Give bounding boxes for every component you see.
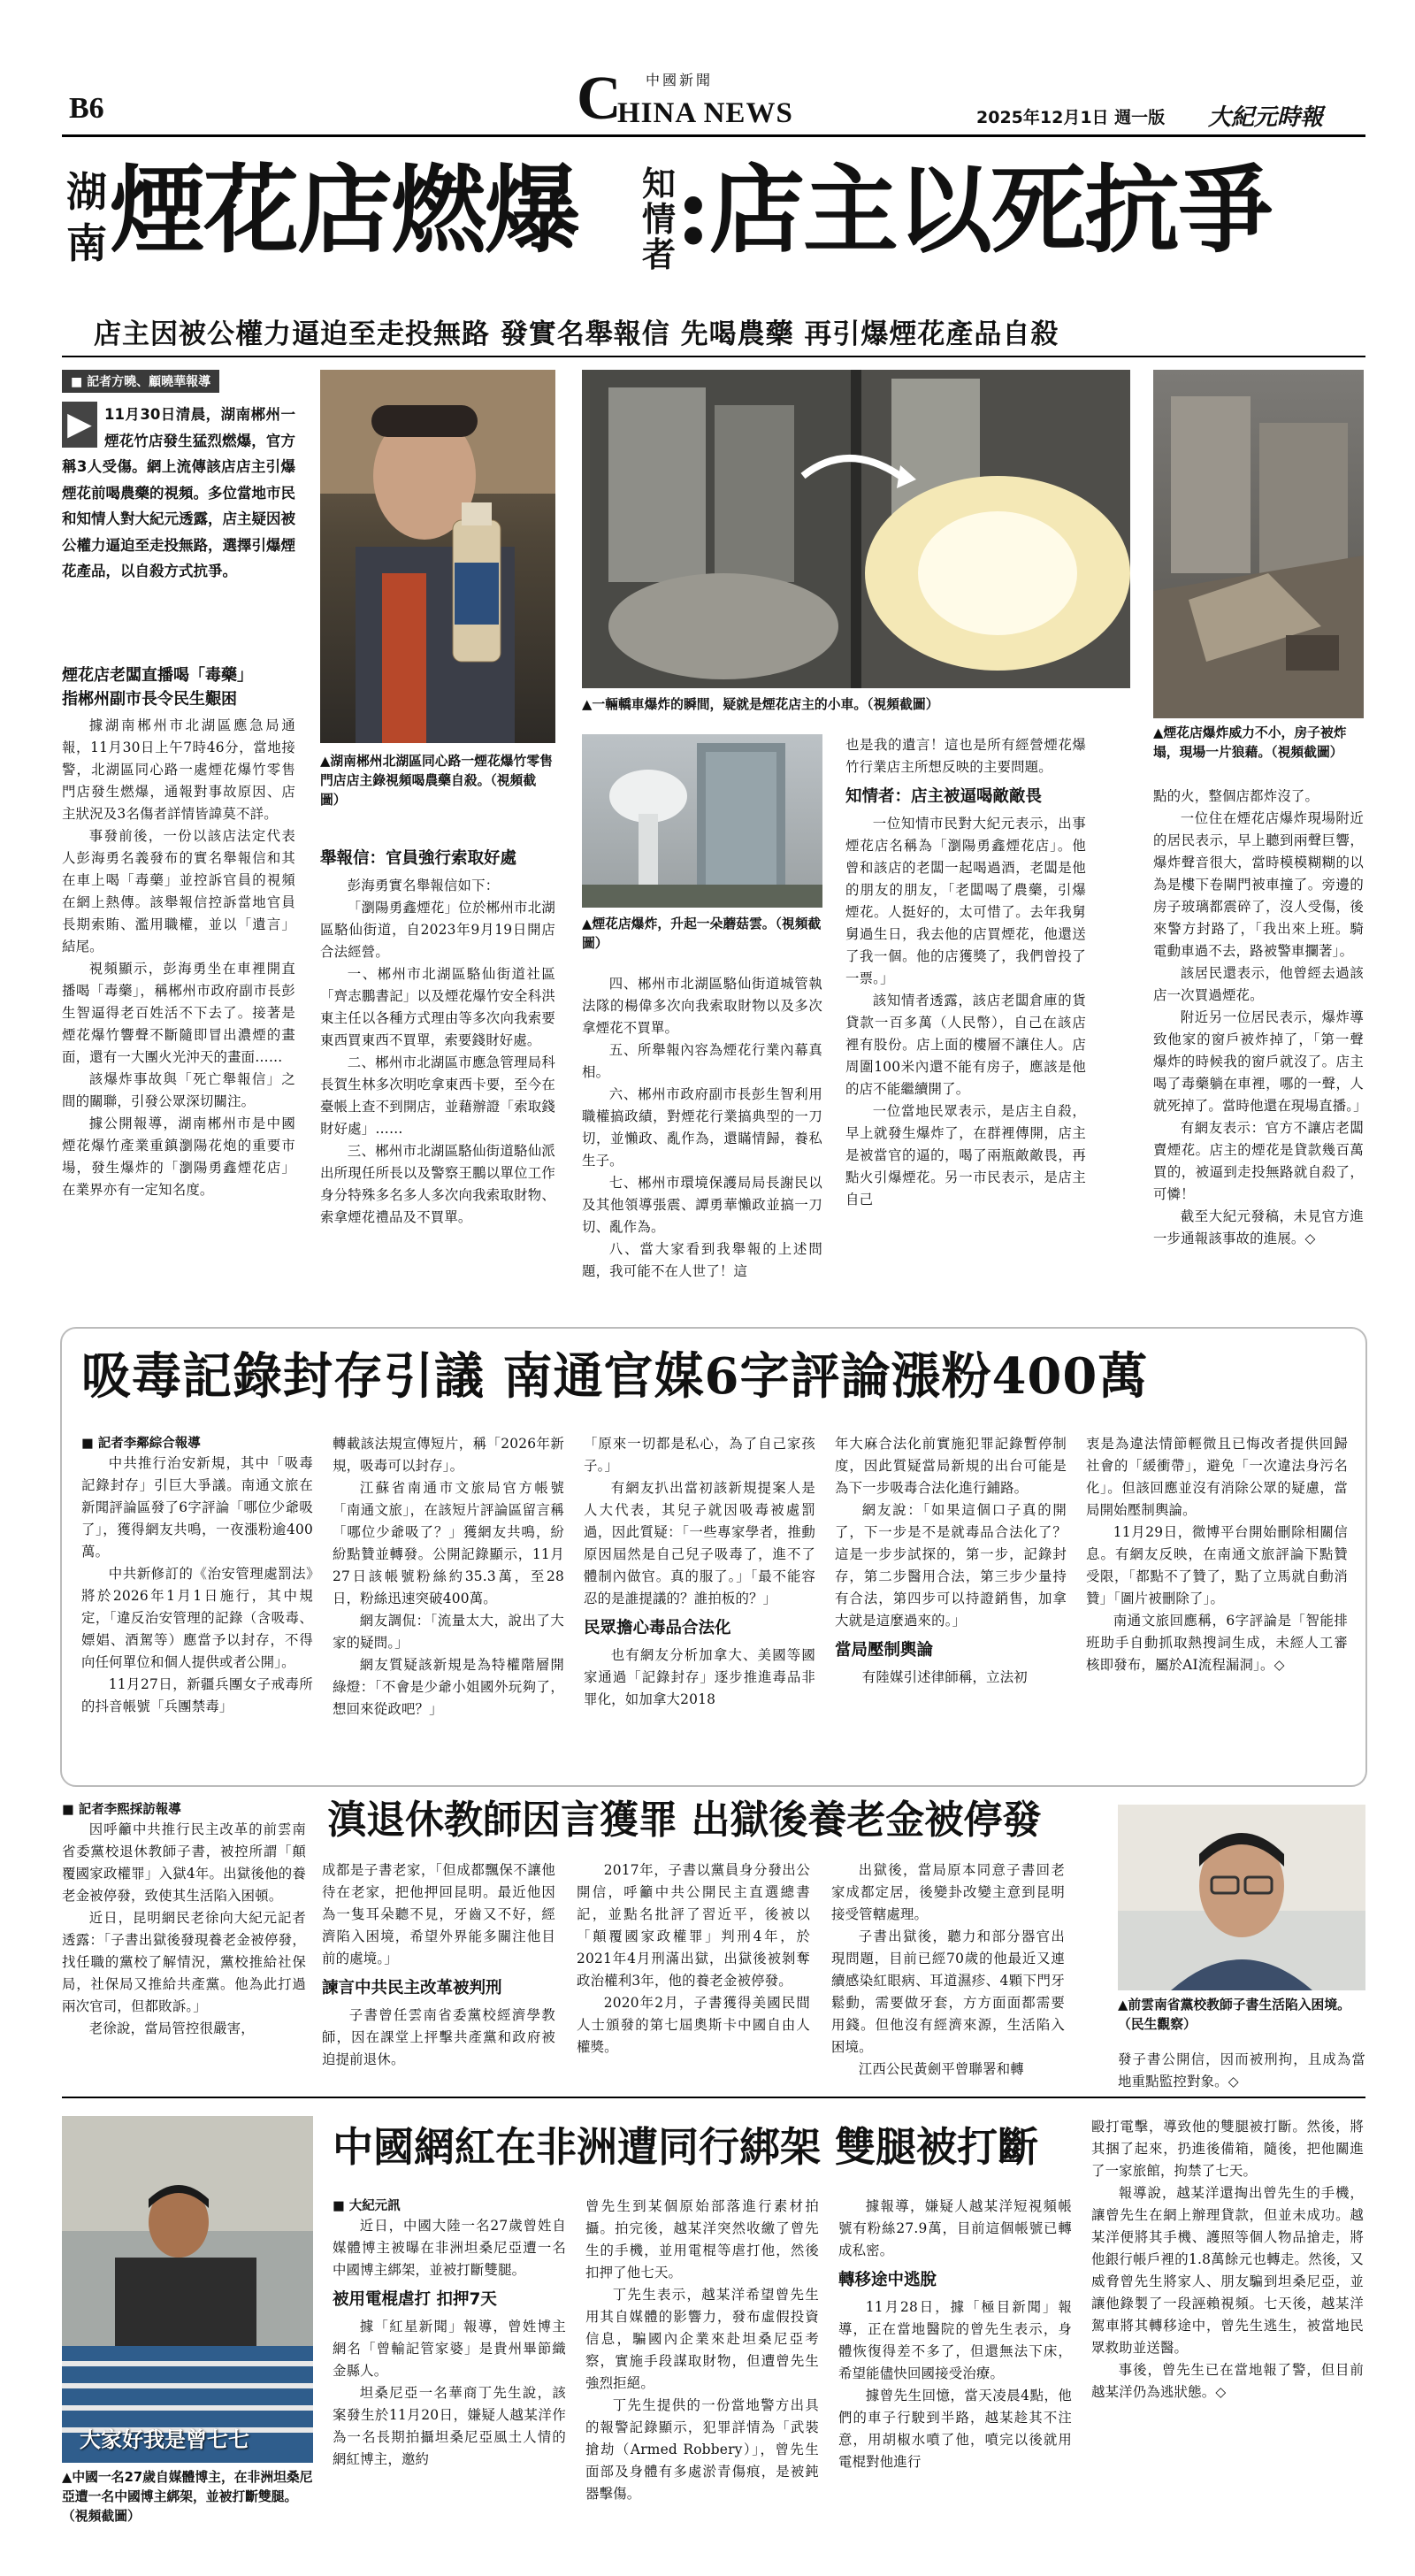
paragraph: 據湖南郴州市北湖區應急局通報，11月30日上午7時46分，當地接警，北湖區同心路一處煙花爆竹零售門店發生燃爆，通報對事故原因、店主狀況及3名傷者詳情皆諱莫不詳。 bbox=[62, 717, 295, 822]
article-headline: 滇退休教師因言獲罪 出獄後養老金被停發 bbox=[327, 1798, 1042, 1843]
headline-kicker: 知 情 者 bbox=[641, 164, 676, 274]
paragraph: 子書曾任雲南省委黨校經濟學教師，因在課堂上抨擊共產黨和政府被迫提前退休。 bbox=[322, 2007, 555, 2067]
headline-colon: : bbox=[676, 155, 709, 266]
paragraph: 七、郴州市環境保護局局長謝民以及其他領導張震、譚勇華懶政並搞一刀切、亂作為。 bbox=[582, 1175, 822, 1235]
paragraph: 網友說：「如果這個口子真的開了，下一步是不是就毒品合法化了？這是一步步試探的，第一步，記錄封存，第二步醫用合法，第三步少量持有合法，第四步可以持證銷售，加拿大就是這麼過來的。」 bbox=[835, 1502, 1067, 1629]
article-column bbox=[838, 2196, 1072, 2473]
paragraph: 南通文旅回應稱，6字評論是「智能排班助手自動抓取熱搜詞生成，未經人工審核即發布，屬於AI流程漏洞」。◇ bbox=[1086, 1613, 1348, 1673]
paragraph: 2020年2月，子書獲得美國民間人士頒發的第七屆奧斯卡中國自由人權獎。 bbox=[577, 1995, 810, 2055]
issue-date: 2025年12月1日 週一版 bbox=[976, 108, 1166, 127]
article-column bbox=[1086, 1433, 1348, 1676]
photo-caption: ▲湖南郴州北湖區同心路一煙花爆竹零售門店店主錄視頻喝農藥自殺。（視頻截圖） bbox=[320, 754, 553, 808]
paragraph: 事後，曾先生已在當地報了警，但目前越某洋仍為逃狀態。◇ bbox=[1091, 2362, 1364, 2400]
paragraph: 二、郴州市北湖區市應急管理局科長賀生林多次明吃拿東西卡要，至今在臺帳上查不到開店，並藉辦證「索取錢財好處」…… bbox=[320, 1054, 555, 1137]
paragraph: 報導說，越某洋還掏出曾先生的手機，讓曾先生在網上辦理貸款，但並未成功。越某洋便將其手機、護照等個人物品搶走，將他銀行帳戶裡的1.8萬餘元也轉走。然後，又威脅曾先生將家人、朋友騙到坦桑尼亞，並讓他錄製了一段誣賴視頻。七天後，越某洋駕車將其轉移途中，曾先生逃生，被當地民眾救助並送醫。 bbox=[1091, 2185, 1364, 2356]
photo-mushroom-cloud bbox=[582, 734, 822, 908]
article-column bbox=[584, 1433, 815, 1711]
article-column bbox=[831, 1859, 1065, 2081]
article-column bbox=[81, 1453, 313, 1718]
photo-car-explosion bbox=[582, 370, 1130, 688]
header-rule bbox=[62, 134, 1365, 137]
photo-shopkeeper bbox=[320, 370, 555, 743]
paragraph: 丁先生提供的一份當地警方出具的報警記錄顯示，犯罪詳情為「武裝搶劫（Armed Robbery）」，曾先生面部及身體有多處淤青傷痕，是被鈍器擊傷。 bbox=[585, 2397, 819, 2502]
section-heading: 民眾擔心毒品合法化 bbox=[584, 1619, 731, 1637]
paragraph: 該爆炸事故與「死亡舉報信」之間的關聯，引發公眾深切關注。 bbox=[62, 1071, 295, 1109]
paragraph: 中共新修訂的《治安管理處罰法》將於2026年1月1日施行，其中規定，「違反治安管理的記錄（含吸毒、嫖娼、酒駕等）應當予以封存，不得向任何單位和個人提供或者公開」。 bbox=[81, 1566, 313, 1670]
section-heading: 當局壓制輿論 bbox=[835, 1641, 934, 1660]
article-column bbox=[585, 2196, 819, 2505]
subhead-rule bbox=[62, 356, 1365, 357]
section-rule bbox=[62, 2097, 1365, 2098]
paragraph: 有陸媒引述律師稱，立法初 bbox=[861, 1669, 1028, 1685]
paragraph: 視頻顯示，彭海勇坐在車裡開直播喝「毒藥」，稱郴州市政府副市長彭生智逼得老百姓活不下去了。接著是煙花爆竹響聲不斷隨即冒出濃煙的畫面，還有一大團火光沖天的畫面…… bbox=[62, 961, 295, 1065]
paragraph: 坦桑尼亞一名華商丁先生說，該案發生於11月20日，嫌疑人越某洋作為一名長期拍攝坦桑尼亞風土人情的網紅博主，邀約 bbox=[333, 2385, 566, 2467]
paragraph: 老徐說，當局管控很嚴害， bbox=[88, 2020, 255, 2036]
paragraph: 一、郴州市北湖區駱仙街道社區「齊志鵬書記」以及煙花爆竹安全科洪東主任以各種方式理由等多次向我索要東西買東西不買單，索要錢財好處。 bbox=[320, 966, 555, 1048]
paragraph: 「原來一切都是私心，為了自己家孩子。」 bbox=[584, 1436, 815, 1474]
article-column bbox=[320, 840, 555, 1229]
paragraph: 轉載該法規宣傳短片，稱「2026年新規，吸毒可以封存」。 bbox=[333, 1436, 564, 1474]
photo-caption: ▲前雲南省黨校教師子書生活陷入困境。（民生觀察） bbox=[1118, 1997, 1350, 2032]
paragraph: 中共推行治安新規，其中「吸毒記錄封存」引巨大爭議。南通文旅在新聞評論區發了6字評論「哪位少爺吸了」，獲得網友共鳴，一夜漲粉逾400萬。 bbox=[81, 1455, 313, 1560]
paragraph: 四、郴州市北湖區駱仙街道城管執法隊的楊偉多次向我索取財物以及多次拿煙花不買單。 bbox=[582, 976, 822, 1036]
photo-caption: ▲煙花店爆炸，升起一朵蘑菇雲。（視頻截圖） bbox=[582, 916, 822, 951]
paragraph: 衷是為違法情節輕微且已悔改者提供回歸社會的「緩衝帶」，避免「一次違法身污名化」。但該回應並沒有消除公眾的疑慮，當局開始壓制輿論。 bbox=[1086, 1436, 1348, 1518]
paragraph: 截至大紀元發稿，未見官方進一步通報該事故的進展。◇ bbox=[1153, 1208, 1364, 1246]
paragraph: 據報導，嫌疑人越某洋短視頻帳號有粉絲27.9萬，目前這個帳號已轉成私密。 bbox=[838, 2198, 1072, 2258]
paragraph: 丁先生表示，越某洋希望曾先生用其自媒體的影響力，發布虛假投資信息，騙國內企業來赴坦桑尼亞考察，實施手段謀取財物，但遭曾先生強烈拒絕。 bbox=[585, 2287, 819, 2391]
article-column bbox=[845, 734, 1086, 1211]
paragraph: 成都是子書老家，「但成都飄保不讓他待在老家，把他押回昆明。最近他因為一隻耳朵聽不見，牙齒又不好，經濟陷入困境，希望外界能多關注他目前的處境。」 bbox=[322, 1862, 555, 1966]
paragraph: 五、所舉報內容為煙花行業內幕真相。 bbox=[582, 1042, 822, 1080]
section-heading: 舉報信：官員強行索取好處 bbox=[320, 849, 517, 868]
headline-part-b: 店主以死抗爭 bbox=[708, 155, 1272, 266]
section-heading: 被用電棍虐打 扣押7天 bbox=[333, 2290, 497, 2309]
article-lead: ▶ 11月30日清晨，湖南郴州一煙花竹店發生猛烈燃爆，官方稱3人受傷。網上流傳該店店主引爆煙花前喝農藥的視頻。多位當地市民和知情人對大紀元透露，店主疑因被公權力逼迫至走投無路，選擇引爆煙花產品，以自殺方式抗爭。 bbox=[62, 402, 295, 585]
paragraph: 發子書公開信，因而被刑拘，且成為當地重點監控對象。◇ bbox=[1118, 2051, 1365, 2089]
paragraph: 六、郴州市政府副市長彭生智利用職權搞政績，對煙花行業搞典型的一刀切，並懶政、亂作為，還瞞情歸，養私生子。 bbox=[582, 1086, 822, 1169]
paragraph: 11月29日，微博平台開始刪除相關信息。有網友反映，在南通文旅評論下點贊受限，「都點不了贊了，點了立馬就自動消贊」「圖片被刪除了」。 bbox=[1086, 1524, 1348, 1606]
article-column bbox=[1091, 2116, 1364, 2404]
section-heading: 轉移途中逃脫 bbox=[838, 2271, 937, 2289]
photo-caption: ▲一輛轎車爆炸的瞬間，疑就是煙花店主的小車。（視頻截圖） bbox=[582, 697, 939, 712]
section-heading: 知情者：店主被逼喝敵敵畏 bbox=[845, 787, 1043, 806]
paragraph: 一位住在煙花店爆炸現場附近的居民表示，早上聽到兩聲巨響，爆炸聲音很大，當時模模糊糊的以為是樓下卷閘門被車撞了。旁邊的房子玻璃都震碎了，沒人受傷，後來警方封路了，「我出來上班。騎電動車過不去，路被警車攔著」。 bbox=[1153, 810, 1364, 959]
photo-caption: ▲中國一名27歲自媒體博主，在非洲坦桑尼亞遭一名中國博主綁架，並被打斷雙腿。（視頻截圖） bbox=[62, 2470, 313, 2524]
paragraph: 近日，昆明網民老徐向大紀元記者透露：「子書出獄後發現養老金被停發，找任職的黨校了解情況，黨校推給社保局，社保局又推給共產黨。他為此打過兩次官司，但都敗訴。」 bbox=[62, 1910, 306, 2014]
photo-blogger-hospital bbox=[62, 2116, 313, 2463]
paragraph: 網友調侃：「流量太大，說出了大家的疑問。」 bbox=[333, 1613, 564, 1651]
paragraph: 11月28日，據「極目新聞」報導，正在當地醫院的曾先生表示，身體恢復得差不多了，但還無法下床，希望能儘快回國接受治療。 bbox=[838, 2299, 1072, 2381]
paragraph: 也是我的遺言！這也是所有經營煙花爆竹行業店主所想反映的主要問題。 bbox=[845, 737, 1086, 775]
paragraph: 年大麻合法化前實施犯罪記錄暫停制度，因此質疑當局新規的出台可能是為下一步吸毒合法化進行鋪路。 bbox=[835, 1436, 1067, 1496]
article-byline: ■ 記者方曉、顧曉華報導 bbox=[62, 370, 219, 393]
paragraph: 出獄後，當局原本同意子書回老家成都定居，後變卦改變主意到昆明接受管轄處理。 bbox=[831, 1862, 1065, 1922]
paragraph: 也有網友分析加拿大、美國等國家通過「記錄封存」逐步推進毒品非罪化，如加拿大2018 bbox=[584, 1647, 815, 1707]
paragraph: 毆打電擊，導致他的雙腿被打斷。然後，將其捆了起來，扔進後備箱，隨後，把他關進了一家旅館，拘禁了七天。 bbox=[1091, 2119, 1364, 2179]
article-column bbox=[582, 973, 822, 1283]
paragraph: 事發前後，一份以該店法定代表人彭海勇名義發布的實名舉報信和其在車上喝「毒藥」並控訴官員的視頻在網上熱傳。該舉報信控訴當地官員長期索賄、濫用職權，並以「遺言」結尾。 bbox=[62, 828, 295, 954]
paragraph: 子書出獄後，聽力和部分器官出現問題，目前已經70歲的他最近又連續感染紅眼病、耳道濕疹、4顆下門牙鬆動，需要做牙套，方方面面都需要用錢。但他沒有經濟來源，生活陷入困境。 bbox=[831, 1928, 1065, 2055]
article-column bbox=[577, 1859, 810, 2058]
section-heading: 煙花店老闆直播喝「毒藥」 指郴州副市長令民生艱困 bbox=[62, 666, 253, 709]
paragraph: 2017年，子書以黨員身分發出公開信，呼籲中共公開民主直選總書記，並點名批評了習近平，後被以「顛覆國家政權罪」判刑4年，於2021年4月刑滿出獄，出獄後被剝奪政治權利3年，他的養老金被停發。 bbox=[577, 1862, 810, 1989]
article-headline: 吸毒記錄封存引議 南通官媒6字評論漲粉400萬 bbox=[81, 1347, 1149, 1406]
paragraph: 據「紅星新聞」報導，曾姓博主網名「曾輸記管家婆」是貴州畢節織金縣人。 bbox=[333, 2319, 566, 2379]
article-column bbox=[1153, 786, 1367, 1250]
paragraph: 八、當大家看到我舉報的上述問題，我可能不在人世了！這 bbox=[582, 1241, 822, 1279]
paragraph: 據曾先生回憶，當天凌晨4點，他們的車子行駛到半路，越某趁其不注意，用胡椒水噴了他，噴完以後就用電棍對他進行 bbox=[838, 2388, 1072, 2470]
paragraph: 附近另一位居民表示，爆炸導致他家的窗戶被炸掉了，「第一聲爆炸的時候我的窗戶就沒了。店主喝了毒藥躺在車裡，哪的一聲，人就死掉了。當時他還在現場直播。」 bbox=[1153, 1009, 1367, 1114]
article-column bbox=[835, 1433, 1067, 1689]
section-heading: 諫言中共民主改革被判刑 bbox=[322, 1979, 502, 1997]
paragraph: 有網友表示：官方不讓店老闆賣煙花。店主的煙花是貸款幾百萬買的，被逼到走投無路就自殺了，可憐！ bbox=[1153, 1120, 1364, 1202]
paragraph: 該知情者透露，該店老闆倉庫的貨貸款一百多萬（人民幣），自己在該店裡有股份。店上面的樓層不讓住人。店周圍100米內還不能有房子，應該是他的店不能繼續開了。 bbox=[845, 993, 1086, 1097]
article-column bbox=[62, 658, 295, 1201]
paragraph: 一位當地民眾表示，是店主自殺，早上就發生爆炸了，在群裡傳開，店主是被當官的逼的，喝了兩瓶敵敵畏，再點火引爆煙花。另一市民表示，是店主自己 bbox=[845, 1103, 1086, 1208]
page-number: B6 bbox=[69, 92, 104, 125]
article-subheadline: 店主因被公權力逼迫至走投無路 發實名舉報信 先喝農藥 再引爆煙花產品自殺 bbox=[94, 318, 1059, 350]
paragraph: 網友質疑該新規是為特權階層開綠燈：「不會是少爺小姐國外玩夠了，想回來從政吧？」 bbox=[333, 1657, 564, 1717]
article-column bbox=[333, 2215, 566, 2471]
video-overlay-text: 大家好我是曾七七 bbox=[80, 2427, 249, 2452]
masthead-brand: 大紀元時報 bbox=[1208, 104, 1324, 131]
article-column bbox=[1118, 2049, 1365, 2093]
lead-arrow-icon: ▶ bbox=[62, 402, 97, 448]
photo-caption: ▲煙花店爆炸威力不小，房子被炸塌，現場一片狼藉。（視頻截圖） bbox=[1153, 725, 1347, 760]
photo-teacher bbox=[1118, 1805, 1365, 1990]
article-column bbox=[322, 1859, 555, 2071]
paragraph: 一位知情市民對大紀元表示，出事煙花店名稱為「瀏陽勇鑫煙花店」。他曾和該店的老闆一起喝過酒，老闆是他的朋友的朋友，「老闆喝了農藥，引爆煙花。人挺好的，太可惜了。去年我舅舅過生日，我去他的店買煙花，他還送了我一個。他的店獲獎了，我們曾投了一票。」 bbox=[845, 816, 1086, 986]
paragraph: 三、郴州市北湖區駱仙街道駱仙派出所現任所長以及警察王鵬以單位工作身分特殊多名多人多次向我索取財物、索拿煙花禮品及不買單。 bbox=[320, 1143, 555, 1225]
paragraph: 曾先生到某個原始部落進行素材拍攝。拍完後，越某洋突然收繳了曾先生的手機，並用電棍等虐打他，然後扣押了他七天。 bbox=[585, 2198, 819, 2281]
paragraph: 有網友扒出當初該新規提案人是人大代表，其兒子就因吸毒被處罰過，因此質疑：「一些專家學者，推動原因屆然是自己兒子吸毒了，進不了體制內做官。真的服了。」「最不能容忍的是誰提議的？誰拍板的？」 bbox=[584, 1480, 815, 1606]
paragraph: 「瀏陽勇鑫煙花」位於郴州市北湖區駱仙街道，自2023年9月19日開店合法經營。 bbox=[320, 900, 555, 960]
paragraph: 點的火，整個店都炸沒了。 bbox=[1153, 788, 1319, 804]
photo-collapsed-building bbox=[1153, 370, 1364, 718]
headline-part-a: 煙花店燃爆 bbox=[110, 155, 579, 266]
paragraph: 該居民還表示，他曾經去過該店一次買過煙花。 bbox=[1153, 965, 1364, 1003]
article-byline: ■ 記者李熙採訪報導 bbox=[62, 1803, 181, 1817]
paragraph: 彭海勇實名舉報信如下： bbox=[347, 878, 500, 893]
article-byline: ■ 大紀元訊 bbox=[333, 2199, 401, 2213]
paragraph: 因呼籲中共推行民主改革的前雲南省委黨校退休教師子書，被控所謂「顛覆國家政權罪」入獄4年。出獄後他的養老金被停發，致使其生活陷入困頓。 bbox=[62, 1821, 306, 1904]
article-column bbox=[333, 1433, 564, 1721]
china-news-logo: C 中國新聞 HINA NEWS bbox=[577, 65, 793, 133]
paragraph: 11月27日，新疆兵團女子戒毒所的抖音帳號「兵團禁毒」 bbox=[81, 1676, 313, 1714]
article-headline: 中國網紅在非洲遭同行綁架 雙腿被打斷 bbox=[333, 2123, 1039, 2171]
paragraph: 據公開報導，湖南郴州市是中國煙花爆竹產業重鎮瀏陽花炮的重要市場，發生爆炸的「瀏陽勇鑫煙花店」在業界亦有一定知名度。 bbox=[62, 1116, 295, 1198]
region-tag: 湖 南 bbox=[66, 168, 107, 267]
paragraph: 近日，中國大陸一名27歲曾姓自媒體博主被曝在非洲坦桑尼亞遭一名中國博主綁架，並被打斷雙腿。 bbox=[333, 2218, 566, 2278]
paragraph: 江西公民黃劍平曾聯署和轉 bbox=[858, 2061, 1024, 2077]
article-column bbox=[62, 1819, 306, 2040]
paragraph: 江蘇省南通市文旅局官方帳號「南通文旅」，在該短片評論區留言稱「哪位少爺吸了？」獲網友共鳴，紛紛點贊並轉發。公開記錄顯示，11月27日該帳號粉絲約35.3萬，至28日，粉絲迅速突破400萬。 bbox=[333, 1480, 564, 1606]
article-byline: ■ 記者李鄰綜合報導 bbox=[81, 1437, 201, 1451]
